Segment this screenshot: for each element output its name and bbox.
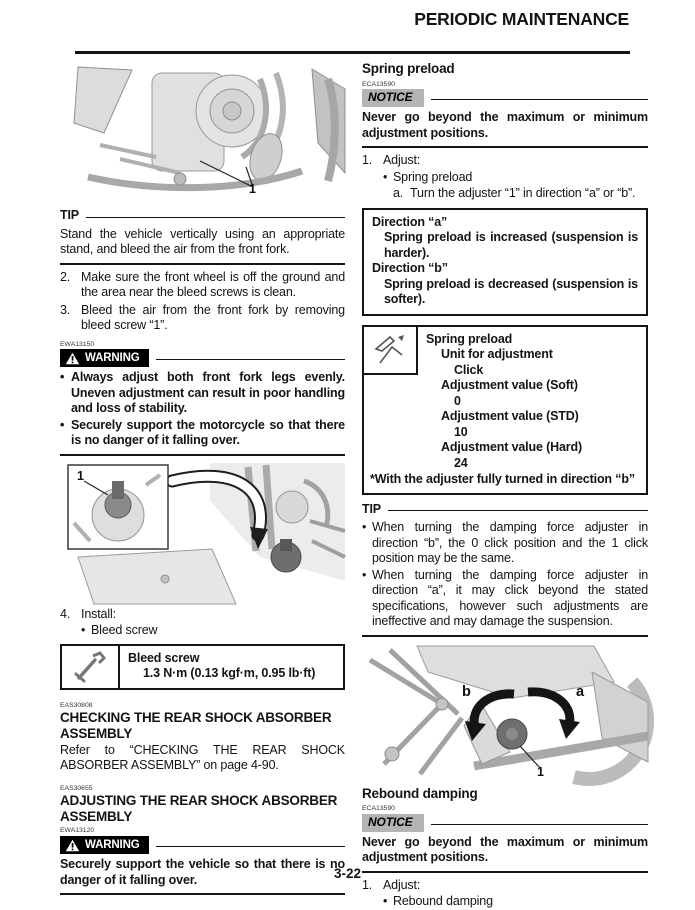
spring-preload-spec-box xyxy=(362,325,648,495)
substep-text: Turn the adjuster “1” in direction “a” or “b”. xyxy=(410,186,636,201)
tip-rule xyxy=(86,217,345,218)
direction-a-title: Direction “a” xyxy=(372,214,448,229)
figure-rebound-damping-adjuster xyxy=(362,642,648,783)
step-3 xyxy=(60,303,345,334)
tip-heading xyxy=(362,502,648,518)
warning-code: EWA13150 xyxy=(60,340,95,348)
step-number: 1. xyxy=(362,153,373,168)
step-number: 1. xyxy=(362,877,373,892)
adjuster-spec-icon xyxy=(372,333,408,367)
spec-icon-cell xyxy=(362,325,418,375)
adjust-bullet: • Rebound damping xyxy=(383,894,648,910)
warning-bullet: • Always adjust both front fork legs evenly. Uneven adjustment can result in poor handling and loss of stability. xyxy=(60,370,345,417)
spec-row-value: 0 xyxy=(454,393,461,408)
torque-wrench-icon xyxy=(73,650,107,684)
step-number: 4. xyxy=(60,606,71,621)
notice-label: NOTICE xyxy=(362,89,424,107)
torque-spec-box xyxy=(60,644,345,690)
direction-a-desc: Spring preload is increased (suspension is harder). xyxy=(384,230,638,260)
warning-rule xyxy=(156,846,345,847)
tip-heading xyxy=(60,208,345,224)
tip-label: TIP xyxy=(60,208,79,222)
tip-rule xyxy=(388,510,648,511)
step-text: Install: xyxy=(81,606,116,621)
warning-chip xyxy=(60,349,149,367)
subheading-spring-preload: Spring preload xyxy=(362,61,455,76)
spec-row-label: Adjustment value (Hard) xyxy=(441,440,583,455)
section-code: EAS30808 xyxy=(60,701,93,709)
notice-rule xyxy=(431,99,648,100)
warning-heading xyxy=(60,836,345,854)
header-divider xyxy=(75,51,630,54)
figure3-callout-b: b xyxy=(462,683,471,700)
spec-row-value: 24 xyxy=(454,455,468,470)
tip-bullet: • When turning the damping force adjuster in direction “a”, it may click beyond the stated specifications, however such adjustments are ineffective and may damage the suspension. xyxy=(362,568,648,630)
warning-label: WARNING xyxy=(85,838,140,851)
notice-heading xyxy=(362,89,648,107)
step-4-bullet: • Bleed screw xyxy=(81,623,345,639)
figure-fork-bleed-screw xyxy=(60,461,345,605)
step-4 xyxy=(60,607,345,623)
warning-triangle-icon xyxy=(65,352,80,365)
tip-label: TIP xyxy=(362,501,381,516)
spec-title: Spring preload xyxy=(426,331,513,346)
figure2-callout-1: 1 xyxy=(77,468,84,483)
notice-code: ECA13590 xyxy=(362,805,395,813)
adjust-bullet: • Spring preload xyxy=(383,170,648,186)
warning-bullet: • Securely support the motorcycle so that there is no danger of it falling over. xyxy=(60,418,345,449)
page-title: PERIODIC MAINTENANCE xyxy=(414,9,629,29)
engine-underside-illustration xyxy=(60,61,345,207)
section-rule xyxy=(60,893,345,895)
spec-row-label: Adjustment value (Soft) xyxy=(441,378,578,393)
figure-engine-underside xyxy=(60,61,345,207)
figure3-callout-a: a xyxy=(576,683,584,700)
direction-b-desc: Spring preload is decreased (suspension is softer). xyxy=(384,276,638,307)
torque-value: 1.3 N·m (0.13 kgf·m, 0.95 lb·ft) xyxy=(143,666,316,681)
notice-label: NOTICE xyxy=(362,814,424,832)
step-number: 2. xyxy=(60,269,71,284)
spec-row-value: Click xyxy=(454,362,484,377)
step-text: Adjust: xyxy=(383,153,421,168)
warning-rule xyxy=(156,359,345,360)
substep-a xyxy=(393,186,648,202)
direction-box xyxy=(362,208,648,316)
torque-icon-cell xyxy=(62,646,120,688)
section-title-checking-rear-shock: CHECKING THE REAR SHOCK ABSORBER ASSEMBLY xyxy=(60,710,332,742)
direction-b-title: Direction “b” xyxy=(372,261,448,276)
notice-rule xyxy=(431,824,648,825)
warning-body: Securely support the vehicle so that there is no danger of it falling over. xyxy=(60,857,345,887)
subheading-rebound-damping: Rebound damping xyxy=(362,785,478,801)
warning-chip xyxy=(60,836,149,854)
section-rule xyxy=(362,146,648,148)
section-rule xyxy=(362,635,648,637)
spec-content xyxy=(426,332,640,472)
step-number: 3. xyxy=(60,302,71,317)
right-column xyxy=(362,61,648,910)
page-number: 3-22 xyxy=(333,866,362,881)
rebound-adjuster-illustration xyxy=(362,642,648,783)
tip-body: Stand the vehicle vertically using an appropriate stand, and bleed the air from the front fork. xyxy=(60,226,345,256)
spec-row-value: 10 xyxy=(454,424,468,439)
spec-row-label: Unit for adjustment xyxy=(441,347,553,362)
step-2 xyxy=(60,270,345,301)
section-rule xyxy=(60,454,345,456)
notice-code: ECA13590 xyxy=(362,80,395,88)
step-text: Bleed the air from the front fork by removing bleed screw “1”. xyxy=(81,302,345,332)
left-column xyxy=(60,61,345,900)
spec-row-label: Adjustment value (STD) xyxy=(441,409,579,424)
warning-label: WARNING xyxy=(85,351,140,364)
step-text: Make sure the front wheel is off the ground and the area near the bleed screws is clean. xyxy=(81,269,345,299)
torque-item-name: Bleed screw xyxy=(128,650,200,665)
section-body: Refer to “CHECKING THE REAR SHOCK ABSORBER ASSEMBLY” on page 4-90. xyxy=(60,742,345,773)
notice-heading xyxy=(362,814,648,832)
tip-bullet: • When turning the damping force adjuster in direction “b”, the 0 click position and the 1 click position may be the same. xyxy=(362,520,648,567)
warning-heading xyxy=(60,349,345,367)
step-text: Adjust: xyxy=(383,877,421,892)
warning-triangle-icon xyxy=(65,839,80,852)
step-1-adjust xyxy=(362,153,648,169)
notice-body: Never go beyond the maximum or minimum adjustment positions. xyxy=(362,834,648,865)
substep-letter: a. xyxy=(393,186,404,201)
figure3-callout-1: 1 xyxy=(537,764,544,779)
warning-code: EWA13120 xyxy=(60,827,95,835)
section-rule xyxy=(60,263,345,265)
figure1-callout-1: 1 xyxy=(249,182,256,196)
torque-text xyxy=(120,646,323,688)
fork-bleed-screw-illustration xyxy=(60,461,345,605)
notice-body: Never go beyond the maximum or minimum adjustment positions. xyxy=(362,110,648,140)
section-title-adjusting-rear-shock: ADJUSTING THE REAR SHOCK ABSORBER ASSEMBLY xyxy=(60,793,338,825)
section-code: EAS30655 xyxy=(60,784,93,792)
spec-footnote: *With the adjuster fully turned in direction “b” xyxy=(370,472,635,487)
